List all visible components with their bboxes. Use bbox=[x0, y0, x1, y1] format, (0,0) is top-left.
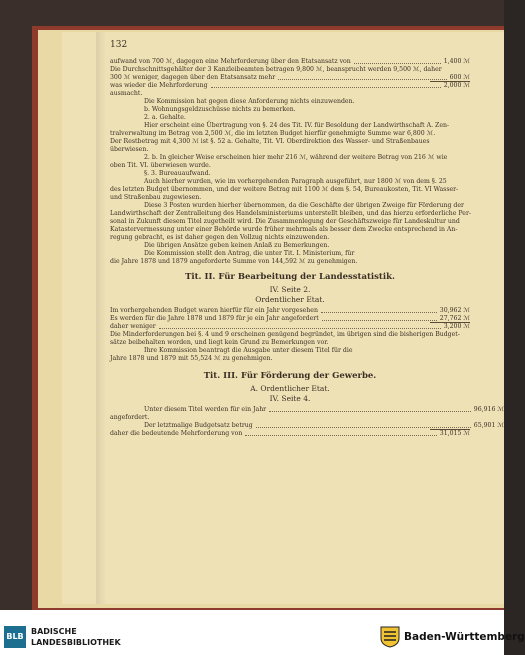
amount-value: 30,962 ℳ bbox=[439, 307, 470, 314]
dot-leader bbox=[159, 323, 441, 329]
dot-leader bbox=[321, 307, 437, 313]
text-line: 2. b. In gleicher Weise erscheinen hier mehr 216 ℳ, während der weitere Betrag von 216 ℳ wie bbox=[144, 154, 448, 161]
ledger-line bbox=[110, 74, 470, 82]
text-line: Landwirthschaft der Zentralleitung des Handelsministeriums unterstellt bleiben, und das hierzu erforderliche Per- bbox=[110, 210, 472, 217]
line-text: daher die bedeutende Mehrforderung von bbox=[110, 430, 243, 437]
blb-name bbox=[31, 626, 121, 648]
line-text: Der letztmalige Budgetsatz betrug bbox=[144, 422, 253, 429]
text-line: 2. a. Gehalte. bbox=[144, 114, 186, 121]
text-line: Die Durchschnittsgehälter der 3 Kanzleibeamten betragen 9,800 ℳ, beansprucht werden 9,500 ℳ, daher bbox=[110, 66, 442, 73]
amount-value: 600 ℳ bbox=[449, 74, 470, 81]
text-line: Jahre 1878 und 1879 mit 55,524 ℳ zu genehmigen. bbox=[110, 355, 273, 362]
section-title-tit-2: Tit. II. Für Bearbeitung der Landesstatistik. bbox=[185, 272, 395, 282]
text-line: Der Restbetrag mit 4,300 ℳ ist §. 52 a. Gehalte, Tit. VI. Oberdirektion des Wasser- und Straßenbaues bbox=[110, 138, 430, 145]
footer-bar bbox=[0, 610, 525, 655]
text-line: tralverwaltung im Betrag von 2,500 ℳ, die im letzten Budget hierfür genehmigte Summe war 6,800 ℳ. bbox=[110, 130, 436, 137]
ledger-line bbox=[110, 323, 470, 331]
text-line: angefordert. bbox=[110, 414, 150, 421]
text-line: Hier erscheint eine Übertragung von §. 24 des Tit. IV. für Besoldung der Landwirthschaft A. Zen- bbox=[144, 122, 450, 129]
dot-leader bbox=[256, 422, 471, 428]
dot-leader bbox=[354, 58, 441, 64]
line-text: Im vorhergehenden Budget waren hierfür für ein Jahr vorgesehen bbox=[110, 307, 318, 314]
ledger-line bbox=[110, 406, 504, 414]
ledger-line bbox=[110, 58, 470, 66]
page-gutter-shadow bbox=[96, 32, 106, 604]
amount-value: 2,000 ℳ bbox=[443, 82, 470, 89]
amount-value: 65,901 ℳ bbox=[473, 422, 504, 429]
section-subtitle: IV. Seite 2. bbox=[269, 285, 311, 294]
text-line: b. Wohnungsgeldzuschüsse nichts zu bemerken. bbox=[144, 106, 296, 113]
dot-leader bbox=[322, 315, 437, 321]
text-line: Die Kommission stellt den Antrag, die unter Tit. I. Ministerium, für bbox=[144, 250, 355, 257]
amount-value: 96,916 ℳ bbox=[473, 406, 504, 413]
text-line: ausmacht. bbox=[110, 90, 143, 97]
blb-name-line1: BADISCHE bbox=[31, 627, 77, 636]
text-line: Auch hierher wurden, wie im vorhergehenden Paragraph ausgeführt, nur 1800 ℳ von dem §. 25 bbox=[144, 178, 447, 185]
dot-leader bbox=[211, 82, 441, 88]
ledger-line bbox=[110, 315, 470, 323]
line-text: Unter diesem Titel werden für ein Jahr bbox=[144, 406, 267, 413]
text-line: Die übrigen Ansätze geben keinen Anlaß zu Bemerkungen. bbox=[144, 242, 330, 249]
text-line: des letzten Budget übernommen, und der weitere Betrag mit 1100 ℳ dem §. 54, Bureaukosten, Tit. VI Wasser- bbox=[110, 186, 459, 193]
line-text: daher weniger bbox=[110, 323, 156, 330]
blb-logo-icon: BLB bbox=[4, 626, 26, 648]
page-number: 132 bbox=[110, 40, 128, 50]
text-line: Diese 3 Posten wurden hierher übernommen, da die Geschäfte der übrigen Zweige für Förderung der bbox=[144, 202, 465, 209]
blb-name-line2: LANDESBIBLIOTHEK bbox=[31, 638, 121, 647]
text-line: Katastervermessung unter einer Behörde wurde früher mehrmals als besser dem Zwecke entsprechend in An- bbox=[110, 226, 458, 233]
text-line: Die Minderforderungen bei §. 4 und 9 erscheinen genügend begründet, im übrigen sind die bisherigen Budget- bbox=[110, 331, 460, 338]
text-line: oben Tit. VI. überwiesen wurde. bbox=[110, 162, 211, 169]
amount-value: 27,762 ℳ bbox=[439, 315, 470, 322]
section-subtitle: A. Ordentlicher Etat. bbox=[250, 384, 330, 393]
text-line: die Jahre 1878 und 1879 angeforderte Summe von 144,592 ℳ zu genehmigen. bbox=[110, 258, 358, 265]
dot-leader bbox=[269, 406, 471, 412]
amount-value: 31,015 ℳ bbox=[439, 430, 470, 437]
text-line: überwiesen. bbox=[110, 146, 149, 153]
section-title-tit-3: Tit. III. Für Förderung der Gewerbe. bbox=[203, 371, 377, 381]
ledger-line bbox=[110, 430, 470, 438]
text-line: sonal in Zukunft diesem Titel zugetheilt wird. Die Zusammenlegung der Geschäftszweige für Landeskultur und bbox=[110, 218, 460, 225]
text-line: §. 3. Bureauaufwand. bbox=[144, 170, 211, 177]
line-text: Es werden für die Jahre 1878 und 1879 für je ein Jahr angefordert bbox=[110, 315, 319, 322]
line-text: aufwand von 700 ℳ, dagegen eine Mehrforderung über den Etatsansatz von bbox=[110, 58, 351, 65]
amount-value: 1,400 ℳ bbox=[443, 58, 470, 65]
dot-leader bbox=[245, 430, 436, 436]
section-subtitle: Ordentlicher Etat. bbox=[255, 295, 325, 304]
text-line: sätze beibehalten worden, und liegt kein Grund zu Bemerkungen vor. bbox=[110, 339, 329, 346]
section-subtitle: IV. Seite 4. bbox=[269, 394, 311, 403]
text-line: Die Kommission hat gegen diese Anforderung nichts einzuwenden. bbox=[144, 98, 355, 105]
ledger-line bbox=[110, 82, 470, 90]
text-line: Ihre Kommission beantragt die Ausgabe unter diesem Titel für die bbox=[144, 347, 353, 354]
bw-crest-icon bbox=[380, 626, 400, 648]
text-line: regung gebracht, es ist daher gegen den Vollzug nichts einzuwenden. bbox=[110, 234, 330, 241]
line-text: was wieder die Mehrforderung bbox=[110, 82, 208, 89]
dot-leader bbox=[278, 74, 446, 80]
amount-value: 3,200 ℳ bbox=[443, 323, 470, 330]
text-line: und Straßenbau zugewiesen. bbox=[110, 194, 202, 201]
line-text: 300 ℳ weniger, dagegen über den Etatsansatz mehr bbox=[110, 74, 276, 81]
ledger-line bbox=[110, 307, 470, 315]
bw-name: Baden-Württemberg bbox=[404, 631, 525, 643]
